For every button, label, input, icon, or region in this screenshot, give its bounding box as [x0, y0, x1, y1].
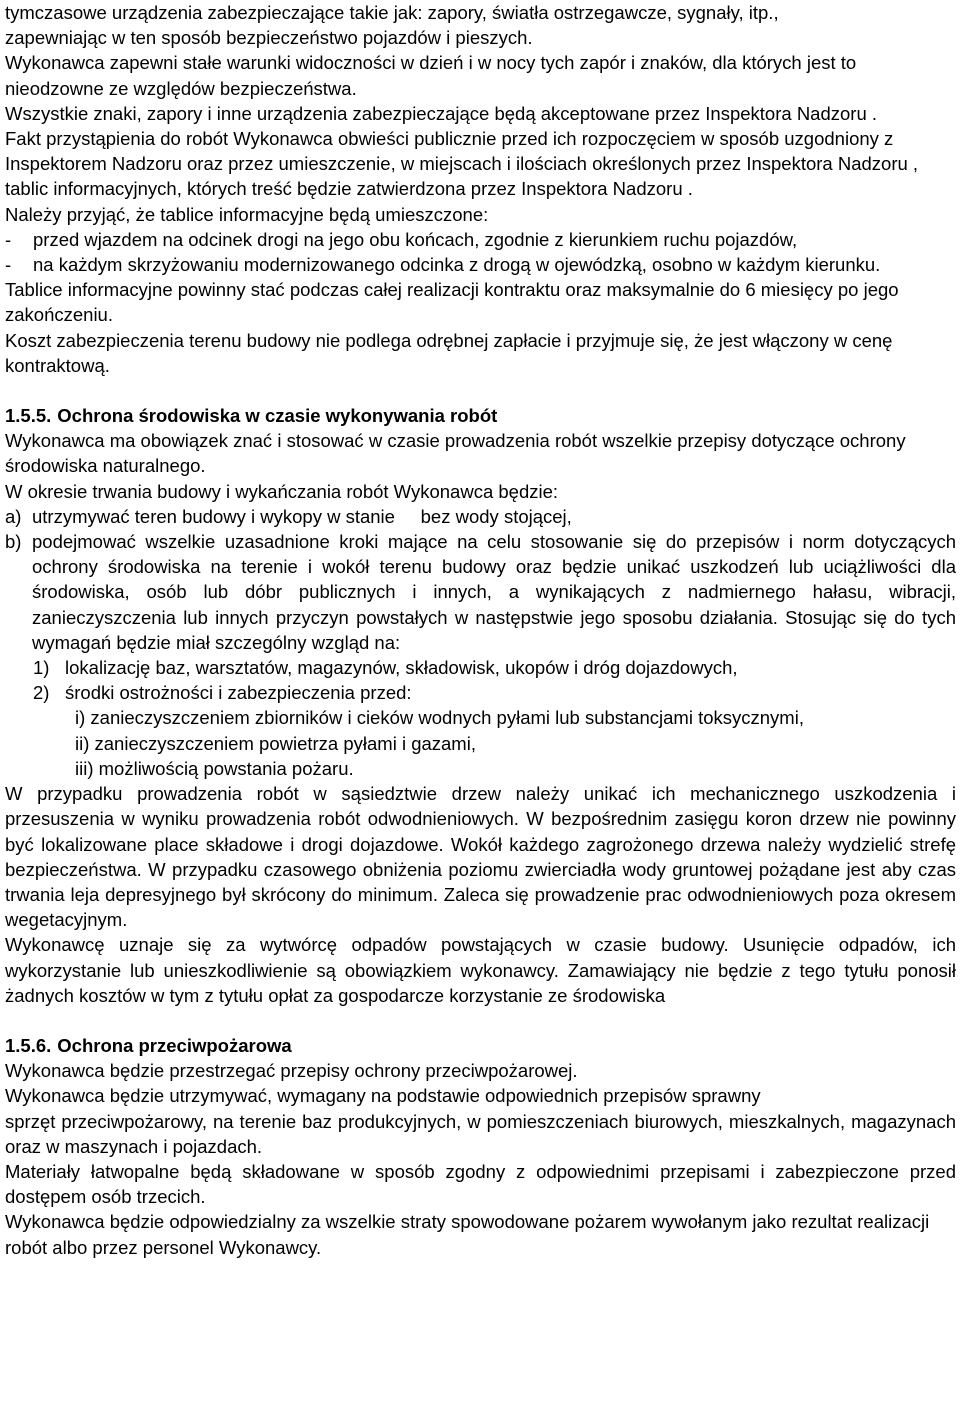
- sub-list-item: [5, 680, 956, 705]
- section-number: 1.5.6.: [5, 1034, 52, 1056]
- spacer: [5, 378, 956, 403]
- spacer: [5, 1008, 956, 1033]
- list-item-text: lokalizację baz, warsztatów, magazynów, składowisk, ukopów i dróg dojazdowych,: [65, 657, 738, 679]
- paragraph: Fakt przystąpienia do robót Wykonawca obwieści publicznie przed ich rozpoczęciem w sposób uzgodniony z Inspektorem Nadzoru oraz przez umieszczenie, w miejscach i ilościach określonych przez Inspektora Nadzoru , tablic informacyjnych, których treść będzie zatwierdzona przez Inspektora Nadzoru .: [5, 128, 919, 200]
- paragraph: Wykonawca będzie utrzymywać, wymagany na podstawie odpowiednich przepisów sprawny: [5, 1085, 761, 1107]
- list-item-text: przed wjazdem na odcinek drogi na jego obu końcach, zgodnie z kierunkiem ruchu pojazdów,: [33, 228, 798, 250]
- list-marker: 2): [33, 682, 50, 704]
- list-item: [5, 504, 956, 529]
- sub-list-item: [5, 655, 956, 680]
- paragraph: sprzęt przeciwpożarowy, na terenie baz produkcyjnych, w pomieszczeniach biurowych, mieszkalnych, magazynach oraz w maszynach i pojazdach.: [5, 1110, 956, 1157]
- paragraph: tymczasowe urządzenia zabezpieczające takie jak: zapory, światła ostrzegawcze, sygnały, itp.,: [5, 2, 779, 23]
- roman-list-item: ii) zanieczyszczeniem powietrza pyłami i gazami,: [75, 732, 476, 754]
- list-item-text: na każdym skrzyżowaniu modernizowanego odcinka z drogą w ojewódzką, osobno w każdym kierunku.: [33, 254, 881, 276]
- list-item-text: podejmować wszelkie uzasadnione kroki mające na celu stosowanie się do przepisów i norm dotyczących ochrony środowiska na terenie i wokół terenu budowy oraz będzie unikać uszkodzeń lub uciążliwości dla środowiska, osób lub dóbr publicznych i innych, a wynikających z nadmiernego hałasu, wibracji, zanieczyszczenia lub innych przyczyn powstałych w następstwie jego sposobu działania. Stosując się do tych wymagań będzie miał szczególny wzgląd na:: [32, 531, 956, 653]
- section-title: Ochrona przeciwpożarowa: [57, 1034, 292, 1056]
- list-item: [5, 252, 956, 277]
- paragraph: Koszt zabezpieczenia terenu budowy nie podlega odrębnej zapłacie i przyjmuje się, że jest włączony w cenę kontraktową.: [5, 329, 893, 376]
- paragraph: Wszystkie znaki, zapory i inne urządzenia zabezpieczające będą akceptowane przez Inspektora Nadzoru .: [5, 102, 878, 124]
- list-marker: b): [5, 531, 22, 553]
- paragraph: Wykonawcę uznaje się za wytwórcę odpadów powstających w czasie budowy. Usunięcie odpadów, ich wykorzystanie lub unieszkodliwienie są obowiązkiem wykonawcy. Zamawiający nie będzie z tego tytułu ponosił żadnych kosztów w tym z tytułu opłat za gospodarcze korzystanie ze środowiska: [5, 934, 956, 1006]
- list-item: [5, 529, 956, 655]
- paragraph: Tablice informacyjne powinny stać podczas całej realizacji kontraktu oraz maksymalnie do 6 miesięcy po jego zakończeniu.: [5, 279, 899, 326]
- list-item-text: utrzymywać teren budowy i wykopy w stanie bez wody stojącej,: [32, 505, 572, 527]
- list-item-text: środki ostrożności i zabezpieczenia przed:: [65, 682, 412, 704]
- list-item: [5, 227, 956, 252]
- paragraph: Wykonawca będzie odpowiedzialny za wszelkie straty spowodowane pożarem wywołanym jako rezultat realizacji robót albo przez personel Wykonawcy.: [5, 1211, 930, 1258]
- section-title: Ochrona środowiska w czasie wykonywania robót: [57, 405, 498, 427]
- paragraph: Materiały łatwopalne będą składowane w sposób zgodny z odpowiednimi przepisami i zabezpieczone przed dostępem osób trzecich.: [5, 1160, 956, 1208]
- paragraph: zapewniając w ten sposób bezpieczeństwo pojazdów i pieszych.: [5, 27, 533, 49]
- dash-marker: -: [5, 228, 12, 250]
- paragraph: Wykonawca zapewni stałe warunki widoczności w dzień i w nocy tych zapór i znaków, dla których jest to nieodzowne ze względów bezpieczeństwa.: [5, 52, 857, 99]
- dash-marker: -: [5, 254, 12, 276]
- list-marker: a): [5, 505, 22, 527]
- paragraph: Wykonawca będzie przestrzegać przepisy ochrony przeciwpożarowej.: [5, 1060, 578, 1082]
- section-heading: [5, 403, 956, 428]
- roman-list-item: iii) możliwością powstania pożaru.: [75, 757, 354, 779]
- section-number: 1.5.5.: [5, 405, 52, 427]
- paragraph: Należy przyjąć, że tablice informacyjne będą umieszczone:: [5, 203, 489, 225]
- paragraph: Wykonawca ma obowiązek znać i stosować w czasie prowadzenia robót wszelkie przepisy dotyczące ochrony środowiska naturalnego.: [5, 430, 906, 477]
- section-heading: [5, 1033, 956, 1058]
- roman-list-item: i) zanieczyszczeniem zbiorników i cieków wodnych pyłami lub substancjami toksycznymi,: [75, 707, 804, 729]
- paragraph: W przypadku prowadzenia robót w sąsiedztwie drzew należy unikać ich mechanicznego uszkodzenia i przesuszenia w wyniku prowadzenia robót odwodnieniowych. W bezpośrednim zasięgu koron drzew nie powinny być lokalizowane place składowe i drogi dojazdowe. Wokół każdego zagrożonego drzewa należy wydzielić strefę bezpieczeństwa. W przypadku czasowego obniżenia poziomu zwierciadła wody gruntowej pożądane jest aby czas trwania leja depresyjnego był skrócony do minimum. Zaleca się prowadzenie prac odwodnieniowych poza okresem wegetacyjnym.: [5, 783, 956, 931]
- paragraph: W okresie trwania budowy i wykańczania robót Wykonawca będzie:: [5, 480, 559, 502]
- list-marker: 1): [33, 657, 50, 679]
